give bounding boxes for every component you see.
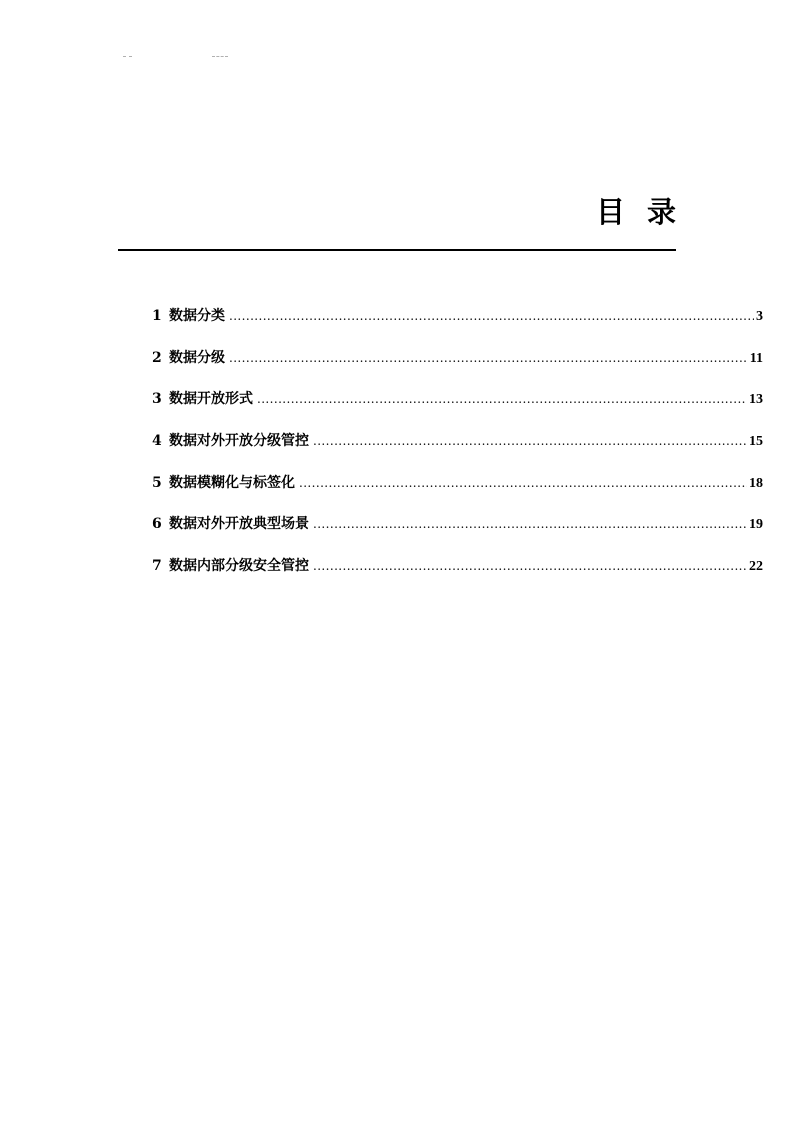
toc-dot-leader bbox=[299, 472, 747, 494]
title-divider bbox=[118, 249, 676, 251]
toc-entry[interactable] bbox=[152, 555, 763, 597]
toc-entry-page[interactable]: 18 bbox=[749, 475, 763, 491]
toc-entry[interactable] bbox=[152, 388, 763, 430]
toc-dot-leader bbox=[229, 305, 754, 327]
toc-entry-number: 5 bbox=[152, 474, 162, 491]
toc-entry[interactable] bbox=[152, 513, 763, 555]
toc-entry[interactable] bbox=[152, 472, 763, 514]
toc-entry-number: 4 bbox=[152, 433, 162, 450]
toc-list bbox=[152, 305, 763, 597]
toc-dot-leader bbox=[257, 388, 747, 410]
toc-entry-title[interactable]: 数据内部分级安全管控 bbox=[169, 558, 309, 575]
toc-entry-number: 6 bbox=[152, 516, 162, 533]
toc-entry-page[interactable]: 3 bbox=[756, 309, 763, 324]
toc-entry-page[interactable]: 19 bbox=[749, 517, 763, 533]
toc-entry-title[interactable]: 数据开放形式 bbox=[169, 391, 253, 408]
toc-entry-title[interactable]: 数据分级 bbox=[169, 349, 225, 366]
toc-entry[interactable] bbox=[152, 430, 763, 472]
toc-entry-number: 2 bbox=[152, 349, 162, 366]
toc-entry-page[interactable]: 15 bbox=[749, 434, 763, 450]
toc-entry-page[interactable]: 13 bbox=[749, 392, 763, 408]
toc-entry-number: 3 bbox=[152, 391, 162, 408]
toc-dot-leader bbox=[229, 347, 748, 369]
crop-mark-right bbox=[212, 56, 228, 58]
toc-entry[interactable] bbox=[152, 347, 763, 389]
toc-title-char-1: 目 bbox=[595, 195, 625, 229]
toc-entry-title[interactable]: 数据模糊化与标签化 bbox=[169, 474, 295, 491]
toc-title-char-2: 录 bbox=[646, 195, 676, 229]
toc-entry-page[interactable]: 11 bbox=[749, 350, 763, 366]
toc-title bbox=[118, 190, 676, 234]
crop-mark-left bbox=[123, 56, 132, 58]
toc-entry[interactable] bbox=[152, 305, 763, 347]
toc-entry-number: 1 bbox=[152, 308, 162, 324]
toc-dot-leader bbox=[313, 555, 747, 577]
toc-entry-page[interactable]: 22 bbox=[749, 559, 763, 575]
toc-entry-title[interactable]: 数据分类 bbox=[169, 308, 225, 324]
toc-dot-leader bbox=[313, 430, 747, 452]
toc-entry-title[interactable]: 数据对外开放典型场景 bbox=[169, 516, 309, 533]
toc-dot-leader bbox=[313, 513, 747, 535]
toc-entry-title[interactable]: 数据对外开放分级管控 bbox=[169, 433, 309, 450]
toc-entry-number: 7 bbox=[152, 558, 162, 575]
